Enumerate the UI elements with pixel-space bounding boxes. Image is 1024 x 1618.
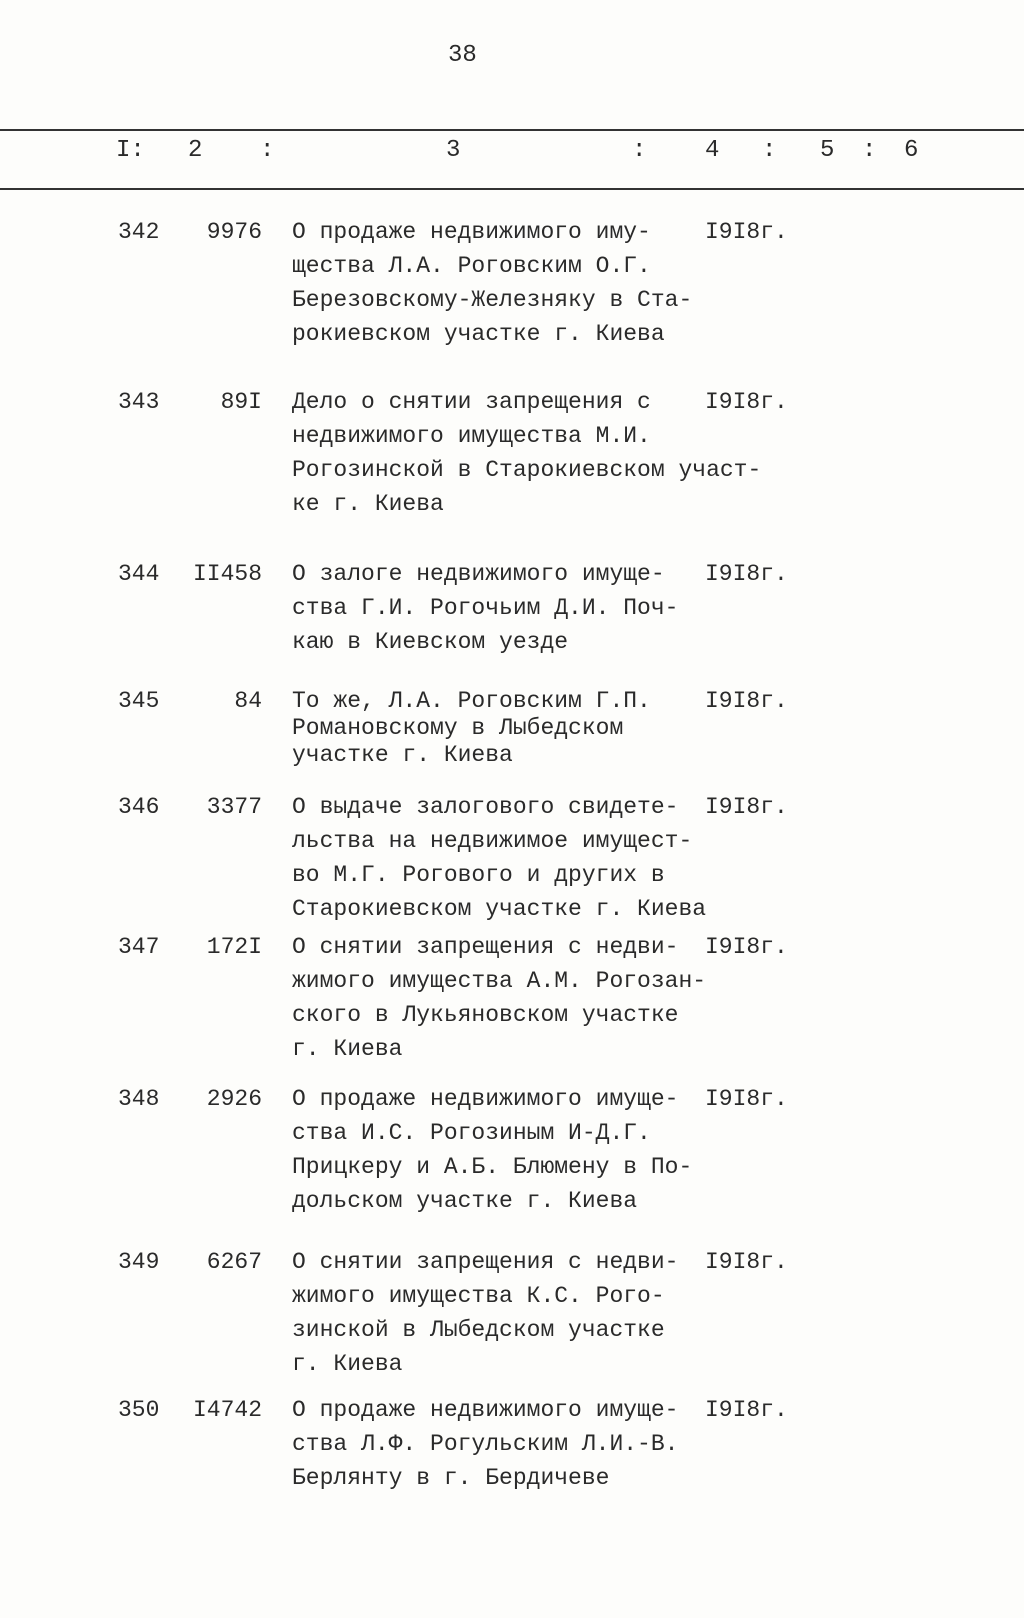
description-line: участке г. Киева bbox=[292, 742, 513, 768]
entry-description bbox=[292, 1393, 678, 1495]
entry-code: 84 bbox=[234, 688, 262, 714]
description-line: рокиевском участке г. Киева bbox=[292, 321, 665, 347]
column-separator: : bbox=[632, 137, 647, 164]
entry-description bbox=[292, 1245, 678, 1381]
description-line: Березовскому-Железняку в Ста- bbox=[292, 287, 693, 313]
description-line: г. Киева bbox=[292, 1351, 403, 1377]
header-bottom-rule bbox=[0, 188, 1024, 190]
description-line: О продаже недвижимого иму- bbox=[292, 219, 651, 245]
entry-code: 6267 bbox=[206, 1249, 262, 1275]
entry-code: 9976 bbox=[206, 219, 262, 245]
description-line: г. Киева bbox=[292, 1036, 403, 1062]
description-line: О выдаче залогового свидете- bbox=[292, 794, 679, 820]
entry-number: 349 bbox=[118, 1249, 160, 1275]
entry-number: 347 bbox=[118, 934, 160, 960]
entry-year: I9I8г. bbox=[705, 1249, 788, 1275]
column-3-header: 3 bbox=[446, 137, 461, 164]
entry-year: I9I8г. bbox=[705, 688, 788, 714]
entry-code: 172I bbox=[206, 934, 262, 960]
entry-number: 348 bbox=[118, 1086, 160, 1112]
description-line: недвижимого имущества М.И. bbox=[292, 423, 651, 449]
entry-year: I9I8г. bbox=[705, 794, 788, 820]
entry-number: 344 bbox=[118, 561, 160, 587]
entry-code: 89I bbox=[220, 389, 262, 415]
description-line: Берлянту в г. Бердичеве bbox=[292, 1465, 610, 1491]
description-line: О снятии запрещения с недви- bbox=[292, 934, 679, 960]
description-line: ства И.С. Рогозиным И-Д.Г. bbox=[292, 1120, 651, 1146]
entry-number: 343 bbox=[118, 389, 160, 415]
header-top-rule bbox=[0, 129, 1024, 131]
entry-number: 346 bbox=[118, 794, 160, 820]
description-line: жимого имущества К.С. Рого- bbox=[292, 1283, 665, 1309]
entry-description bbox=[292, 790, 706, 926]
entry-description bbox=[292, 557, 678, 659]
entry-number: 345 bbox=[118, 688, 160, 714]
description-line: щества Л.А. Роговским О.Г. bbox=[292, 253, 651, 279]
description-line: ства Л.Ф. Рогульским Л.И.-В. bbox=[292, 1431, 679, 1457]
column-4-header: 4 bbox=[705, 137, 720, 164]
entry-year: I9I8г. bbox=[705, 219, 788, 245]
entry-year: I9I8г. bbox=[705, 561, 788, 587]
column-separator: : bbox=[862, 137, 877, 164]
description-line: льства на недвижимое имущест- bbox=[292, 828, 693, 854]
description-line: О залоге недвижимого имуще- bbox=[292, 561, 665, 587]
column-1-header: I: bbox=[116, 137, 145, 164]
entry-year: I9I8г. bbox=[705, 934, 788, 960]
entry-year: I9I8г. bbox=[705, 1086, 788, 1112]
description-line: О продаже недвижимого имуще- bbox=[292, 1086, 679, 1112]
column-6-header: 6 bbox=[904, 137, 919, 164]
description-line: То же, Л.А. Роговским Г.П. bbox=[292, 688, 651, 714]
description-line: Старокиевском участке г. Киева bbox=[292, 896, 707, 922]
description-line: ского в Лукьяновском участке bbox=[292, 1002, 679, 1028]
column-2-header: 2 bbox=[188, 137, 203, 164]
description-line: Дело о снятии запрещения с bbox=[292, 389, 651, 415]
description-line: во М.Г. Рогового и других в bbox=[292, 862, 665, 888]
entry-description bbox=[292, 930, 706, 1066]
description-line: жимого имущества А.М. Рогозан- bbox=[292, 968, 707, 994]
entry-description bbox=[292, 688, 651, 769]
description-line: Рогозинской в Старокиевском участ- bbox=[292, 457, 762, 483]
description-line: О снятии запрещения с недви- bbox=[292, 1249, 679, 1275]
description-line: ства Г.И. Рогочьим Д.И. Поч- bbox=[292, 595, 679, 621]
entry-year: I9I8г. bbox=[705, 389, 788, 415]
description-line: Романовскому в Лыбедском bbox=[292, 715, 624, 741]
page-number: 38 bbox=[448, 42, 477, 69]
description-line: Прицкеру и А.Б. Блюмену в По- bbox=[292, 1154, 693, 1180]
description-line: ке г. Киева bbox=[292, 491, 444, 517]
description-line: каю в Киевском уезде bbox=[292, 629, 569, 655]
column-5-header: 5 bbox=[820, 137, 835, 164]
entry-code: 2926 bbox=[206, 1086, 262, 1112]
entry-description bbox=[292, 215, 692, 351]
entry-number: 350 bbox=[118, 1397, 160, 1423]
column-separator: : bbox=[260, 137, 275, 164]
description-line: зинской в Лыбедском участке bbox=[292, 1317, 665, 1343]
description-line: дольском участке г. Киева bbox=[292, 1188, 638, 1214]
entry-description bbox=[292, 1082, 692, 1218]
entry-code: II458 bbox=[192, 561, 262, 587]
entry-code: I4742 bbox=[192, 1397, 262, 1423]
description-line: О продаже недвижимого имуще- bbox=[292, 1397, 679, 1423]
entry-year: I9I8г. bbox=[705, 1397, 788, 1423]
entry-number: 342 bbox=[118, 219, 160, 245]
entry-description bbox=[292, 385, 761, 521]
entry-code: 3377 bbox=[206, 794, 262, 820]
column-separator: : bbox=[762, 137, 777, 164]
